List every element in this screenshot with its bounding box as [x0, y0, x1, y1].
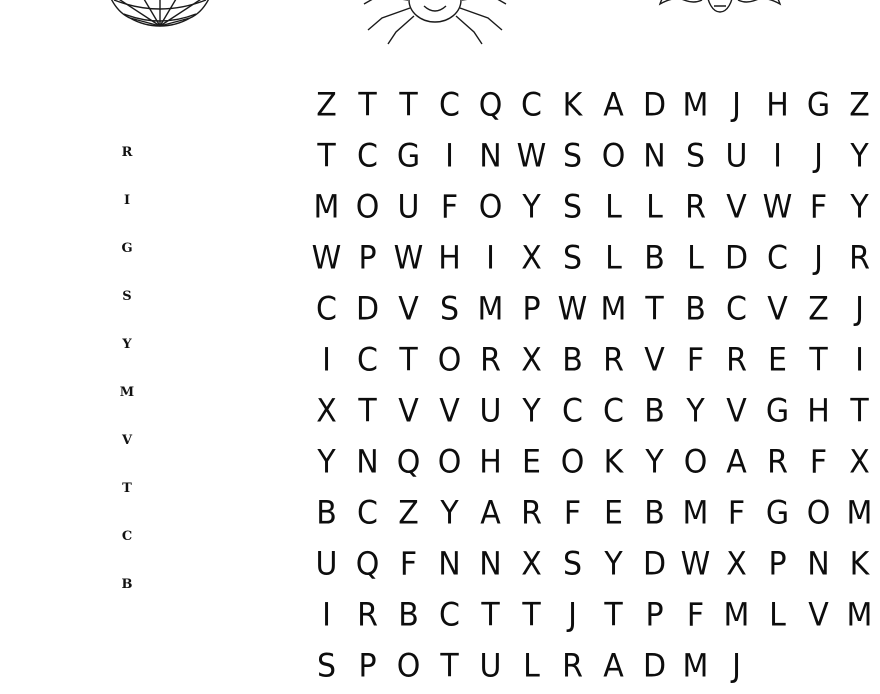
grid-cell[interactable]: O	[560, 443, 585, 482]
grid-cell[interactable]: D	[642, 86, 667, 125]
word-list-letter: B	[121, 576, 133, 592]
word-list-column	[112, 128, 142, 608]
word-list-letter: I	[123, 192, 131, 208]
grid-cell[interactable]: R	[849, 239, 870, 278]
grid-cell[interactable]: P	[522, 290, 541, 329]
grid-cell[interactable]: F	[399, 545, 418, 584]
grid-cell[interactable]: M	[846, 494, 873, 533]
grid-cell[interactable]: V	[439, 392, 460, 431]
grid-cell[interactable]: J	[732, 647, 741, 686]
grid-cell[interactable]: L	[687, 239, 704, 278]
grid-cell[interactable]: V	[644, 341, 665, 380]
grid-cell[interactable]: S	[562, 545, 583, 584]
grid-cell[interactable]: V	[808, 596, 829, 635]
spider-web-icon	[100, 0, 220, 53]
grid-cell[interactable]: P	[645, 596, 664, 635]
grid-cell[interactable]: U	[315, 545, 338, 584]
grid-cell[interactable]: M	[846, 596, 873, 635]
grid-cell[interactable]: H	[438, 239, 461, 278]
grid-cell[interactable]: L	[605, 188, 622, 227]
grid-cell[interactable]: O	[683, 443, 708, 482]
grid-cell[interactable]: M	[723, 596, 750, 635]
grid-cell[interactable]: O	[601, 137, 626, 176]
grid-cell[interactable]: X	[521, 239, 542, 278]
grid-cell[interactable]: S	[439, 290, 460, 329]
grid-cell[interactable]: Z	[316, 86, 337, 125]
grid-cell[interactable]: X	[849, 443, 870, 482]
grid-cell[interactable]: T	[399, 86, 418, 125]
grid-cell[interactable]: R	[685, 188, 706, 227]
word-list-letter: S	[122, 288, 132, 304]
grid-cell[interactable]: Z	[808, 290, 829, 329]
grid-cell[interactable]: V	[726, 392, 747, 431]
grid-cell[interactable]: W	[680, 545, 711, 584]
grid-cell[interactable]: K	[562, 86, 583, 125]
grid-cell[interactable]: C	[562, 392, 583, 431]
letter-grid	[306, 80, 880, 692]
grid-cell[interactable]: B	[685, 290, 706, 329]
grid-cell[interactable]: N	[438, 545, 461, 584]
grid-cell[interactable]: Q	[355, 545, 380, 584]
grid-cell[interactable]: R	[562, 647, 583, 686]
grid-cell[interactable]: T	[850, 392, 869, 431]
grid-cell[interactable]: B	[644, 239, 665, 278]
grid-cell[interactable]: Z	[849, 86, 870, 125]
grid-cell[interactable]: C	[603, 392, 624, 431]
grid-cell[interactable]: B	[398, 596, 419, 635]
word-list-letter: M	[119, 384, 135, 400]
grid-cell[interactable]: Q	[396, 443, 421, 482]
grid-cell[interactable]: O	[396, 647, 421, 686]
grid-cell[interactable]: W	[516, 137, 547, 176]
grid-cell[interactable]: T	[317, 137, 336, 176]
grid-cell[interactable]: P	[768, 545, 787, 584]
grid-cell[interactable]: T	[481, 596, 500, 635]
grid-cell[interactable]: O	[437, 443, 462, 482]
grid-cell[interactable]: S	[316, 647, 337, 686]
grid-cell[interactable]: M	[682, 647, 709, 686]
grid-cell[interactable]: C	[767, 239, 788, 278]
grid-cell[interactable]: U	[397, 188, 420, 227]
bat-icon	[640, 0, 800, 53]
word-list-letter: C	[121, 528, 133, 544]
grid-cell[interactable]: M	[682, 494, 709, 533]
grid-cell[interactable]: I	[486, 239, 495, 278]
grid-cell[interactable]: S	[685, 137, 706, 176]
grid-cell[interactable]: H	[807, 392, 830, 431]
grid-cell[interactable]: E	[604, 494, 623, 533]
grid-cell[interactable]: M	[313, 188, 340, 227]
grid-cell[interactable]: V	[767, 290, 788, 329]
grid-cell[interactable]: X	[521, 545, 542, 584]
grid-cell[interactable]: M	[477, 290, 504, 329]
grid-cell[interactable]: U	[479, 647, 502, 686]
grid-cell[interactable]: M	[600, 290, 627, 329]
grid-cell[interactable]: P	[358, 239, 377, 278]
grid-cell[interactable]: T	[440, 647, 459, 686]
grid-cell[interactable]: O	[478, 188, 503, 227]
grid-cell[interactable]: W	[557, 290, 588, 329]
grid-cell[interactable]: F	[440, 188, 459, 227]
grid-cell[interactable]: F	[686, 341, 705, 380]
grid-cell[interactable]: E	[522, 443, 541, 482]
grid-cell[interactable]: H	[479, 443, 502, 482]
grid-cell[interactable]: J	[814, 137, 823, 176]
grid-cell[interactable]: F	[809, 443, 828, 482]
grid-cell[interactable]: N	[807, 545, 830, 584]
grid-cell[interactable]: I	[322, 596, 331, 635]
grid-cell[interactable]: Y	[850, 188, 869, 227]
grid-cell[interactable]: C	[316, 290, 337, 329]
grid-cell[interactable]: R	[603, 341, 624, 380]
grid-cell[interactable]: F	[727, 494, 746, 533]
grid-cell[interactable]: U	[479, 392, 502, 431]
word-list-letter: Y	[122, 336, 132, 352]
grid-cell[interactable]: N	[643, 137, 666, 176]
grid-cell[interactable]: L	[605, 239, 622, 278]
grid-cell[interactable]: Y	[686, 392, 705, 431]
grid-cell[interactable]: Q	[478, 86, 503, 125]
grid-cell[interactable]: F	[563, 494, 582, 533]
spider-icon	[360, 0, 510, 53]
grid-cell[interactable]: G	[765, 392, 790, 431]
grid-cell[interactable]: L	[646, 188, 663, 227]
grid-cell[interactable]: T	[358, 86, 377, 125]
grid-cell[interactable]: R	[767, 443, 788, 482]
grid-cell[interactable]: V	[398, 392, 419, 431]
grid-cell[interactable]: G	[765, 494, 790, 533]
grid-cell[interactable]: V	[726, 188, 747, 227]
grid-cell[interactable]: W	[393, 239, 424, 278]
grid-cell[interactable]: E	[768, 341, 787, 380]
grid-cell[interactable]: F	[809, 188, 828, 227]
grid-cell[interactable]: X	[726, 545, 747, 584]
grid-cell[interactable]: C	[439, 86, 460, 125]
grid-cell[interactable]: R	[357, 596, 378, 635]
grid-cell[interactable]: D	[642, 647, 667, 686]
grid-cell[interactable]: B	[644, 494, 665, 533]
decorative-header-art	[0, 0, 880, 58]
grid-cell[interactable]: P	[358, 647, 377, 686]
grid-cell[interactable]: C	[357, 137, 378, 176]
grid-cell[interactable]: B	[644, 392, 665, 431]
grid-cell[interactable]: S	[562, 137, 583, 176]
grid-cell[interactable]: D	[642, 545, 667, 584]
grid-cell[interactable]: U	[725, 137, 748, 176]
grid-cell[interactable]: B	[562, 341, 583, 380]
grid-cell[interactable]: Y	[440, 494, 459, 533]
grid-cell[interactable]: W	[762, 188, 793, 227]
grid-cell[interactable]: Z	[398, 494, 419, 533]
grid-cell[interactable]: I	[773, 137, 782, 176]
grid-cell[interactable]: A	[480, 494, 501, 533]
grid-cell[interactable]: Y	[522, 392, 541, 431]
grid-cell[interactable]: J	[855, 290, 864, 329]
grid-cell[interactable]: L	[523, 647, 540, 686]
grid-cell[interactable]: A	[726, 443, 747, 482]
grid-cell[interactable]: F	[686, 596, 705, 635]
grid-cell[interactable]: T	[809, 341, 828, 380]
grid-cell[interactable]: W	[311, 239, 342, 278]
grid-cell[interactable]: O	[806, 494, 831, 533]
word-list-letter: T	[122, 480, 132, 496]
grid-cell[interactable]: J	[732, 86, 741, 125]
grid-cell[interactable]: T	[358, 392, 377, 431]
grid-cell[interactable]: G	[806, 86, 831, 125]
grid-cell[interactable]: J	[568, 596, 577, 635]
grid-cell[interactable]: C	[726, 290, 747, 329]
grid-cell[interactable]: X	[316, 392, 337, 431]
grid-cell[interactable]: H	[766, 86, 789, 125]
word-list-letter: V	[121, 432, 133, 448]
grid-cell[interactable]: D	[724, 239, 749, 278]
grid-cell[interactable]: R	[480, 341, 501, 380]
grid-cell[interactable]: N	[356, 443, 379, 482]
grid-cell[interactable]: R	[521, 494, 542, 533]
grid-cell[interactable]: C	[521, 86, 542, 125]
grid-cell[interactable]: J	[814, 239, 823, 278]
grid-cell[interactable]: O	[437, 341, 462, 380]
word-list-letter: G	[121, 240, 133, 256]
grid-cell[interactable]: M	[682, 86, 709, 125]
grid-cell[interactable]: C	[357, 341, 378, 380]
grid-cell[interactable]: X	[521, 341, 542, 380]
grid-cell[interactable]: B	[316, 494, 337, 533]
word-list-letter: R	[121, 144, 133, 160]
grid-cell[interactable]: Y	[522, 188, 541, 227]
grid-cell[interactable]: C	[439, 596, 460, 635]
grid-cell[interactable]: T	[645, 290, 664, 329]
grid-cell[interactable]: V	[398, 290, 419, 329]
grid-cell[interactable]: Y	[645, 443, 664, 482]
grid-cell[interactable]: G	[396, 137, 421, 176]
grid-cell[interactable]: I	[445, 137, 454, 176]
grid-cell[interactable]: S	[562, 239, 583, 278]
grid-cell[interactable]: A	[603, 647, 624, 686]
grid-cell[interactable]: Y	[850, 137, 869, 176]
grid-cell[interactable]: Y	[604, 545, 623, 584]
grid-cell[interactable]: T	[522, 596, 541, 635]
grid-cell[interactable]: C	[357, 494, 378, 533]
grid-cell[interactable]: S	[562, 188, 583, 227]
grid-cell[interactable]: K	[849, 545, 870, 584]
grid-cell[interactable]: T	[604, 596, 623, 635]
grid-cell[interactable]: N	[479, 545, 502, 584]
grid-cell[interactable]: L	[769, 596, 786, 635]
grid-cell[interactable]: R	[726, 341, 747, 380]
grid-cell[interactable]: I	[322, 341, 331, 380]
grid-cell[interactable]: N	[479, 137, 502, 176]
grid-cell[interactable]: Y	[317, 443, 336, 482]
grid-cell[interactable]: O	[355, 188, 380, 227]
grid-cell[interactable]: D	[355, 290, 380, 329]
grid-cell[interactable]: A	[603, 86, 624, 125]
grid-cell[interactable]: I	[855, 341, 864, 380]
grid-cell[interactable]: T	[399, 341, 418, 380]
grid-cell[interactable]: K	[603, 443, 624, 482]
